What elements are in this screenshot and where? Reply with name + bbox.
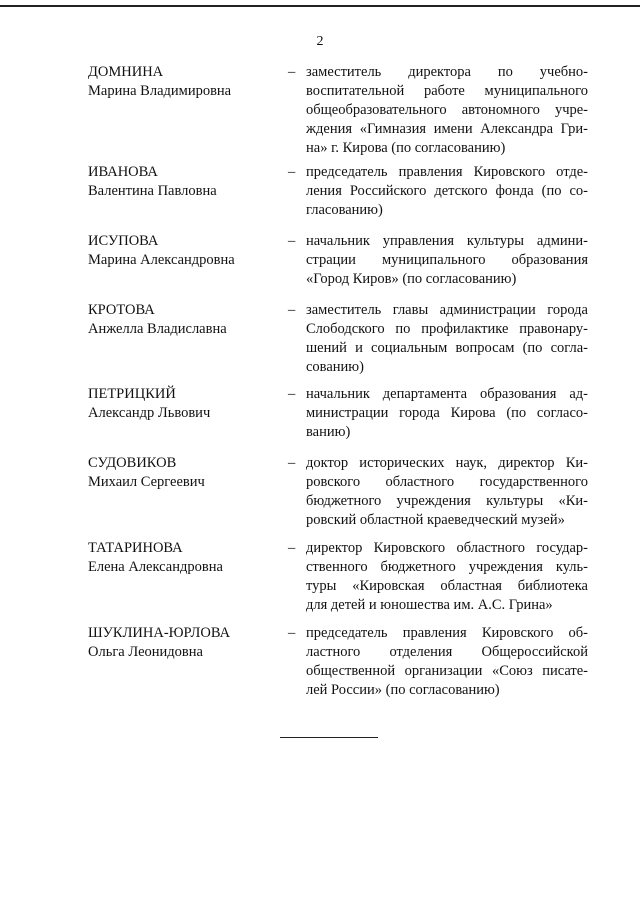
member-name <box>88 232 278 270</box>
position-line: общественной организации «Союз писате- <box>306 663 588 679</box>
member-surname: ПЕТРИЦКИЙ <box>88 386 176 402</box>
member-name <box>88 301 278 339</box>
position-line: председатель правления Кировского об- <box>306 625 588 641</box>
member-given-name: Елена Александровна <box>88 559 223 575</box>
position-line: ждения «Гимназия имени Александра Гри- <box>306 121 588 137</box>
dash: – <box>288 233 296 249</box>
position-line: заместитель главы администрации города <box>306 302 588 318</box>
position-line: лей России» (по согласованию) <box>306 682 500 698</box>
member-surname: ДОМНИНА <box>88 64 164 80</box>
position-line: для детей и юношества им. А.С. Грина» <box>306 597 553 613</box>
dash: – <box>288 540 296 556</box>
member-position <box>306 63 588 158</box>
member-name <box>88 454 278 492</box>
dash: – <box>288 64 296 80</box>
member-position <box>306 301 588 377</box>
member-surname: ИСУПОВА <box>88 233 159 249</box>
position-line: ластного отделения Общероссийской <box>306 644 588 660</box>
position-line: Слободского по профилактике правонару- <box>306 321 588 337</box>
dash: – <box>288 164 296 180</box>
position-line: начальник департамента образования ад- <box>306 386 588 402</box>
member-surname: ТАТАРИНОВА <box>88 540 183 556</box>
position-line: гласованию) <box>306 202 383 218</box>
member-position <box>306 539 588 615</box>
position-line: «Город Киров» (по согласованию) <box>306 271 517 287</box>
position-line: заместитель директора по учебно- <box>306 64 588 80</box>
position-line: ственного бюджетного учреждения куль- <box>306 559 588 575</box>
member-surname: ШУКЛИНА-ЮРЛОВА <box>88 625 231 641</box>
position-line: председатель правления Кировского отде- <box>306 164 588 180</box>
member-surname: КРОТОВА <box>88 302 155 318</box>
member-surname: ИВАНОВА <box>88 164 158 180</box>
position-line: ровский областной краеведческий музей» <box>306 512 565 528</box>
position-line: сованию) <box>306 359 364 375</box>
member-position <box>306 385 588 442</box>
member-given-name: Александр Львович <box>88 405 211 421</box>
member-given-name: Михаил Сергеевич <box>88 474 205 490</box>
page-number: 2 <box>316 34 324 49</box>
dash: – <box>288 302 296 318</box>
member-given-name: Валентина Павловна <box>88 183 217 199</box>
member-name <box>88 163 278 201</box>
dash: – <box>288 625 296 641</box>
position-line: ления Российского детского фонда (по со- <box>306 183 588 199</box>
member-given-name: Ольга Леонидовна <box>88 644 203 660</box>
member-position <box>306 163 588 220</box>
position-line: ровского областного государственного <box>306 474 588 490</box>
position-line: туры «Кировская областная библиотека <box>306 578 588 594</box>
end-of-list-rule <box>280 737 378 738</box>
position-line: воспитательной работе муниципального <box>306 83 588 99</box>
member-position <box>306 232 588 289</box>
member-surname: СУДОВИКОВ <box>88 455 177 471</box>
position-line: ванию) <box>306 424 351 440</box>
position-line: доктор исторических наук, директор Ки- <box>306 455 588 471</box>
member-name <box>88 63 278 101</box>
position-line: бюджетного учреждения культуры «Ки- <box>306 493 588 509</box>
member-position <box>306 454 588 530</box>
position-line: шений и социальным вопросам (по согла- <box>306 340 588 356</box>
member-name <box>88 539 278 577</box>
dash: – <box>288 386 296 402</box>
dash: – <box>288 455 296 471</box>
member-position <box>306 624 588 700</box>
position-line: страции муниципального образования <box>306 252 588 268</box>
member-given-name: Анжелла Владиславна <box>88 321 227 337</box>
position-line: общеобразовательного автономного учре- <box>306 102 588 118</box>
member-name <box>88 624 278 662</box>
member-given-name: Марина Владимировна <box>88 83 232 99</box>
position-line: министрации города Кирова (по согласо- <box>306 405 588 421</box>
position-line: директор Кировского областного государ- <box>306 540 588 556</box>
member-given-name: Марина Александровна <box>88 252 235 268</box>
top-rule <box>0 5 640 7</box>
position-line: начальник управления культуры админи- <box>306 233 588 249</box>
position-line: на» г. Кирова (по согласованию) <box>306 140 506 156</box>
member-name <box>88 385 278 423</box>
